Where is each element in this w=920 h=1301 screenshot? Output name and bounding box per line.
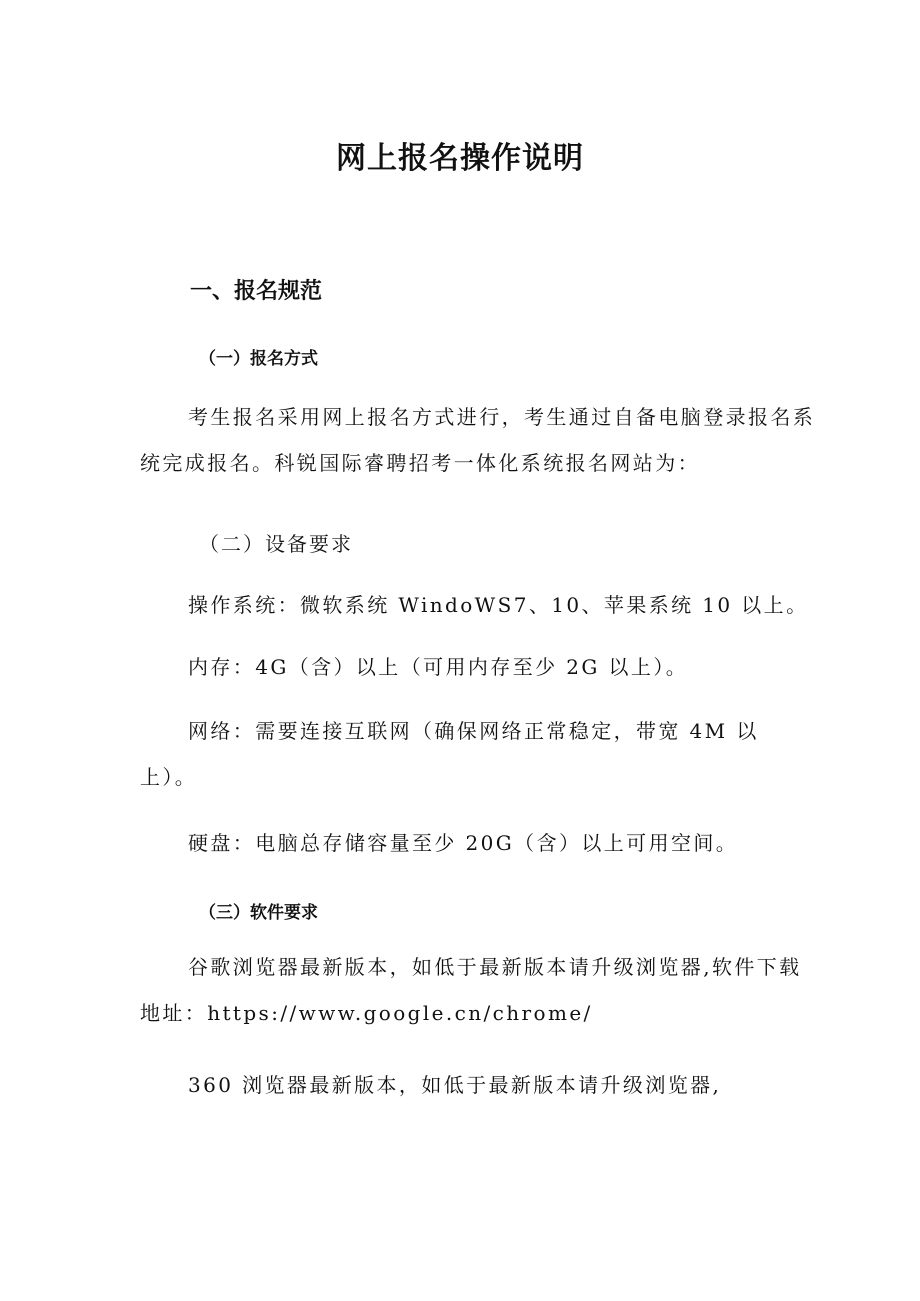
paragraph-network-requirement: 网络：需要连接互联网（确保网络正常稳定，带宽 4M 以上）。	[140, 719, 759, 789]
paragraph-chrome-requirement: 谷歌浏览器最新版本，如低于最新版本请升级浏览器,软件下载地址：https://www.google.cn/chrome/	[140, 955, 802, 1025]
subsection-heading-registration-method: （一）报名方式	[199, 349, 318, 369]
section-heading-registration-rules: 一、报名规范	[190, 279, 323, 304]
document-title: 网上报名操作说明	[336, 141, 584, 176]
subsection-heading-software-requirements: （三）软件要求	[199, 903, 318, 923]
paragraph-disk-requirement: 硬盘：电脑总存储容量至少 20G（含）以上可用空间。	[188, 831, 739, 855]
paragraph-os-requirement: 操作系统：微软系统 WindoWS7、10、苹果系统 10 以上。	[188, 593, 809, 617]
subsection-heading-device-requirements: （二）设备要求	[199, 532, 353, 556]
paragraph-360-browser-requirement: 360 浏览器最新版本，如低于最新版本请升级浏览器,	[188, 1073, 722, 1097]
paragraph-registration-method: 考生报名采用网上报名方式进行，考生通过自备电脑登录报名系统完成报名。科锐国际睿聘招考一体化系统报名网站为：	[140, 405, 816, 475]
paragraph-memory-requirement: 内存：4G（含）以上（可用内存至少 2G 以上）。	[188, 655, 689, 679]
